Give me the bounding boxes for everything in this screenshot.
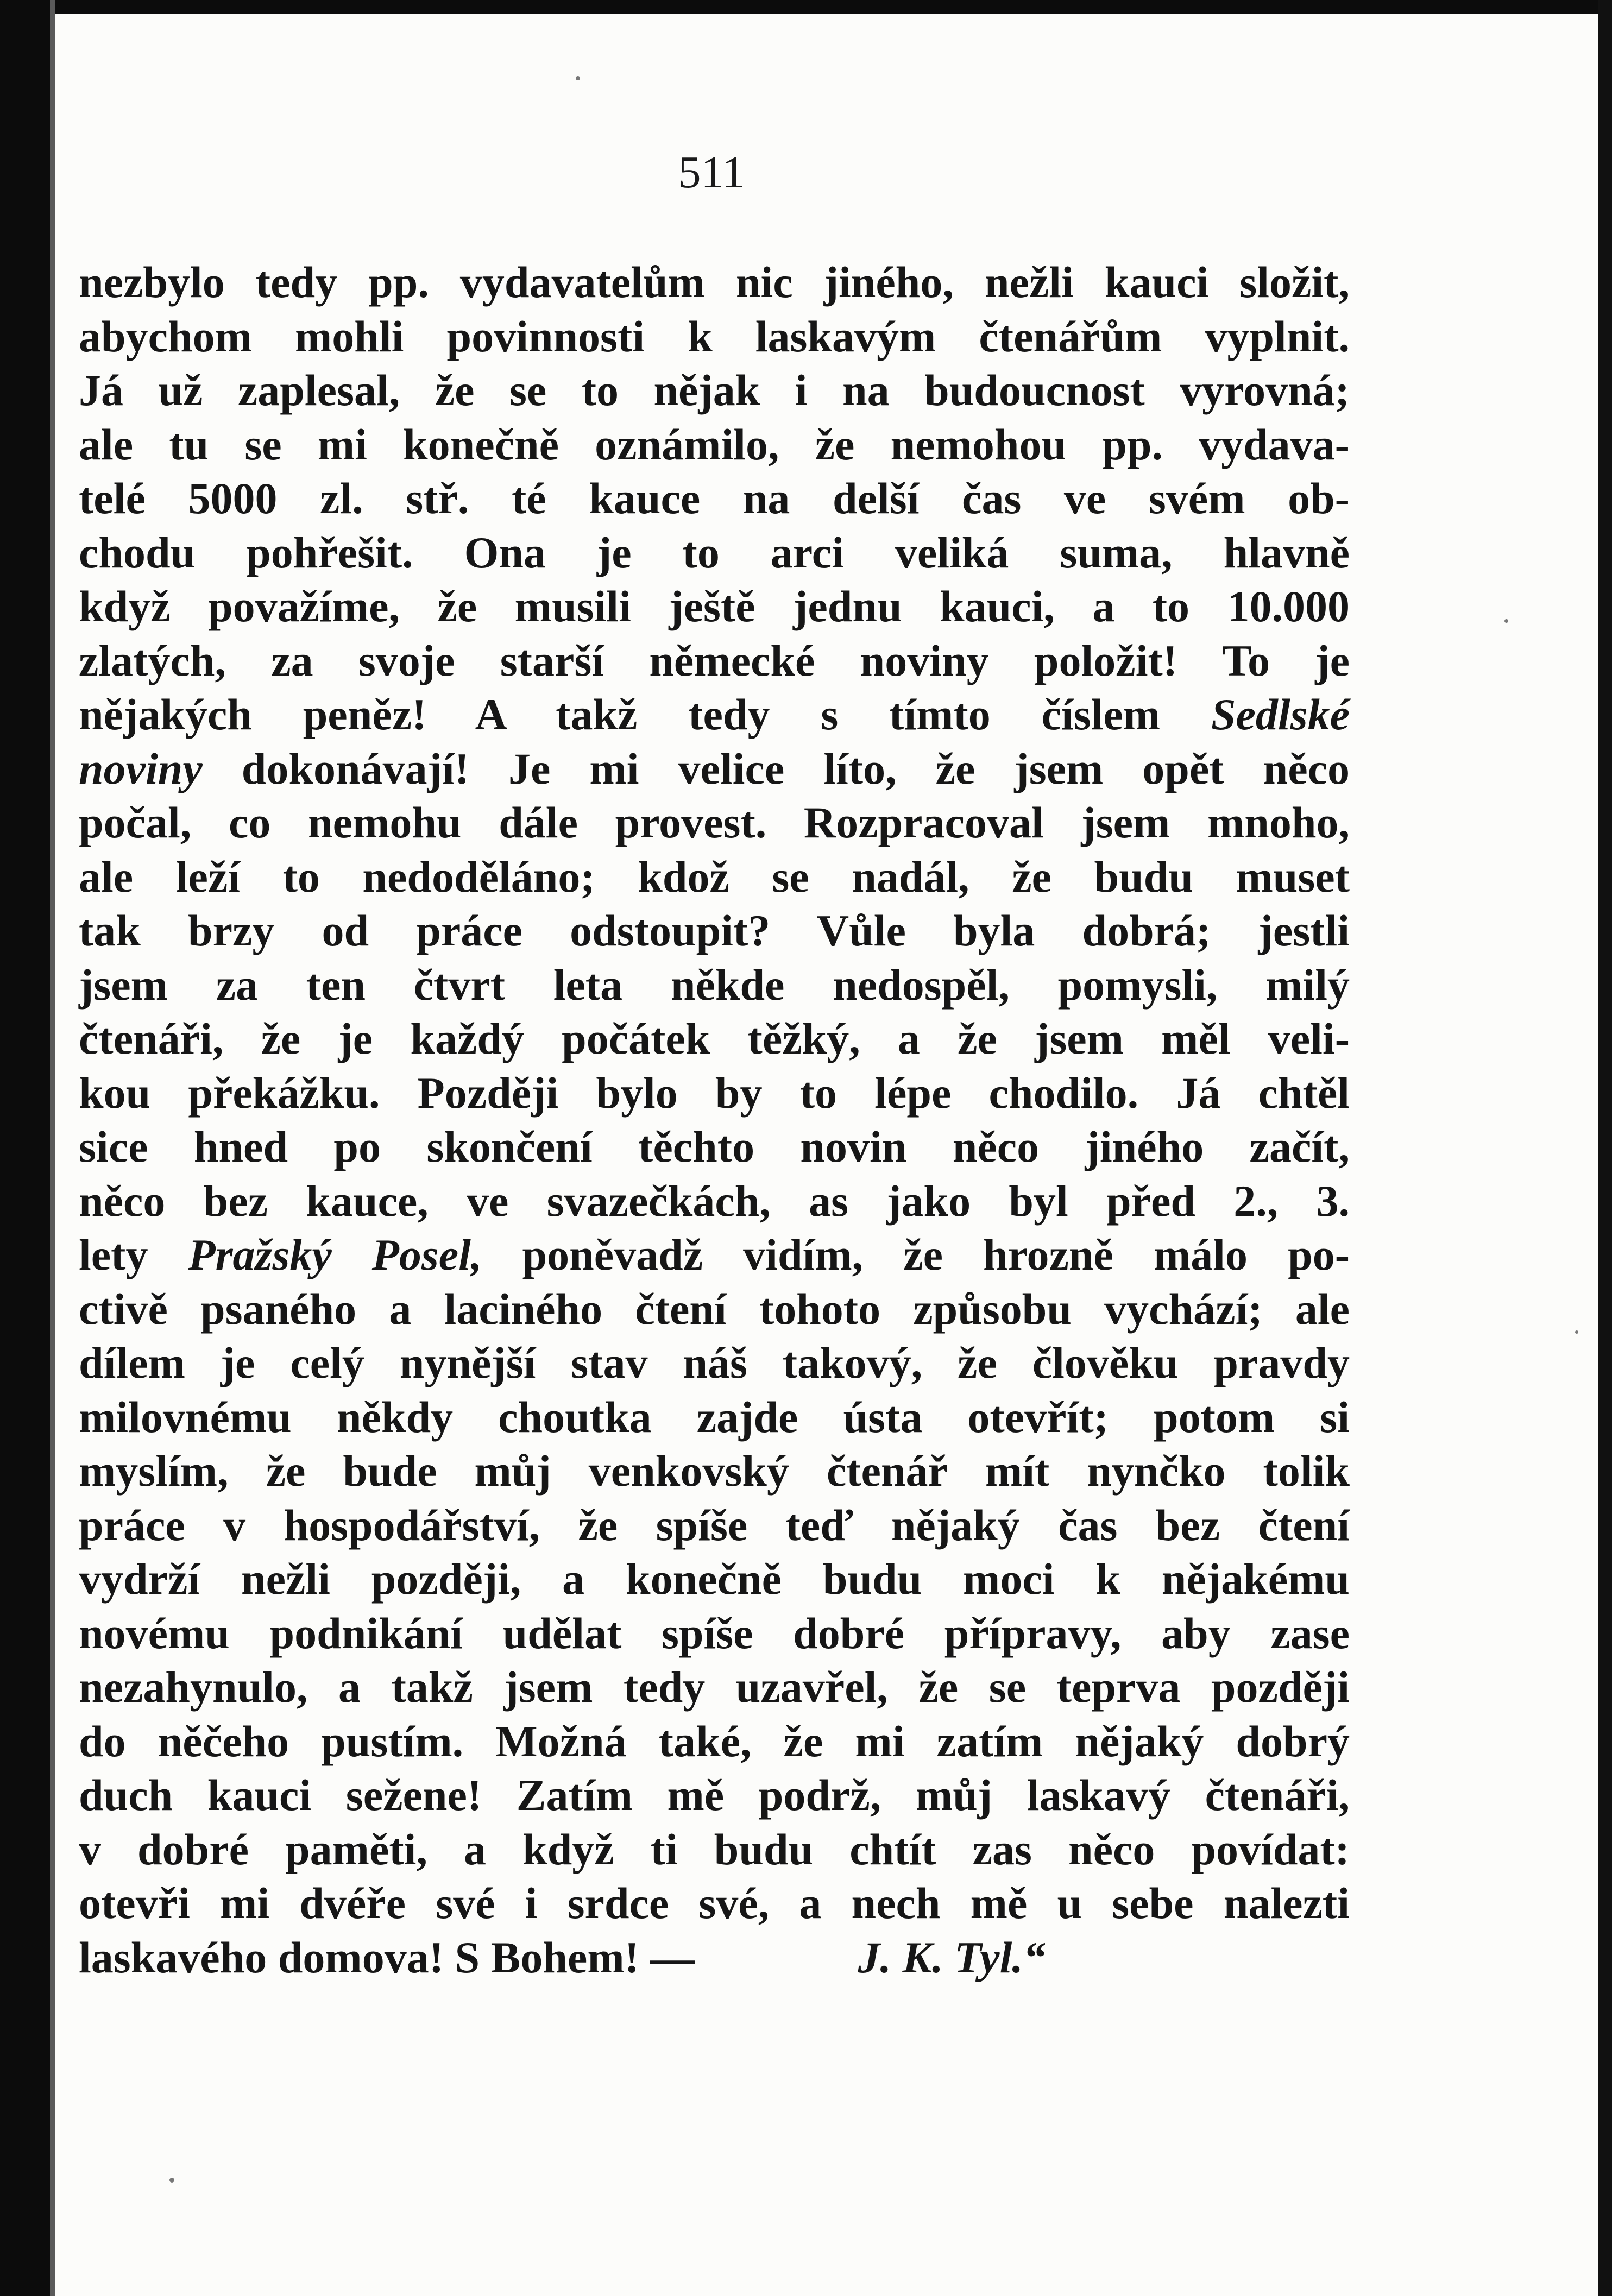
text-line: něco bez kauce, ve svazečkách, as jako byl před 2., 3. xyxy=(79,1176,1350,1226)
text-line: Já už zaplesal, že se to nějak i na budoucnost vyrovná; xyxy=(79,365,1350,415)
scan-border-left-shadow xyxy=(50,0,55,2296)
text-line: ale leží to nedoděláno; kdož se nadál, že budu muset xyxy=(79,851,1350,901)
text-line: telé 5000 zl. stř. té kauce na delší čas ve svém ob- xyxy=(79,474,1350,523)
text-line: kou překážku. Později bylo by to lépe chodilo. Já chtěl xyxy=(79,1068,1350,1118)
body-text xyxy=(79,255,1350,1984)
text-line: sice hned po skončení těchto novin něco jiného začít, xyxy=(79,1122,1350,1171)
text-line: duch kauci sežene! Zatím mě podrž, můj laskavý čtenáři, xyxy=(79,1770,1350,1820)
text-line: práce v hospodářství, že spíše teď nějaký čas bez čtení xyxy=(79,1500,1350,1550)
text-line: zlatých, za svoje starší německé noviny položit! To je xyxy=(79,635,1350,685)
text-line: vydrží nežli později, a konečně budu moci k nějakému xyxy=(79,1554,1350,1604)
text-line: čtenáři, že je každý počátek těžký, a že jsem měl veli- xyxy=(79,1014,1350,1063)
text-line: jsem za ten čtvrt leta někde nedospěl, pomysli, milý xyxy=(79,960,1350,1010)
author-signature: J. K. Tyl.“ xyxy=(858,1932,1046,1982)
text-line xyxy=(79,742,1350,796)
text-line: abychom mohli povinnosti k laskavým čtenářům vyplnit. xyxy=(79,311,1350,361)
text-line: myslím, že bude můj venkovský čtenář mít nynčko tolik xyxy=(79,1446,1350,1496)
text-line: ctivě psaného a laciného čtení tohoto způsobu vychází; ale xyxy=(79,1284,1350,1334)
text-run: lety xyxy=(79,1230,148,1279)
scan-border-right xyxy=(1598,0,1612,2296)
text-line xyxy=(79,1228,1350,1282)
text-line: ale tu se mi konečně oznámilo, že nemohou pp. vydava- xyxy=(79,419,1350,469)
text-line: chodu pohřešit. Ona je to arci veliká suma, hlavně xyxy=(79,527,1350,577)
scan-speck xyxy=(576,76,580,80)
text-line: do něčeho pustím. Možná také, že mi zatím nějaký dobrý xyxy=(79,1716,1350,1766)
text-line xyxy=(79,687,1350,742)
closing-line xyxy=(79,1931,1350,1985)
text-run: nějakých peněz! A takž tedy s tímto číslem xyxy=(79,690,1161,739)
text-line: v dobré paměti, a když ti budu chtít zas něco povídat: xyxy=(79,1824,1350,1874)
page-number: 511 xyxy=(678,147,745,198)
scan-speck xyxy=(1504,619,1508,623)
newspaper-title: Sedlské xyxy=(1211,690,1350,739)
text-line: když považíme, že musili ještě jednu kauci, a to 10.000 xyxy=(79,582,1350,631)
text-run: dokonávají! Je mi velice líto, že jsem opět něco xyxy=(241,743,1350,793)
scan-speck xyxy=(1575,1330,1578,1334)
text-line: otevři mi dvéře své i srdce své, a nech mě u sebe nalezti xyxy=(79,1878,1350,1928)
text-line: počal, co nemohu dále provest. Rozpracoval jsem mnoho, xyxy=(79,798,1350,847)
publication-title: Pražský Posel, xyxy=(188,1230,482,1279)
text-line: dílem je celý nynější stav náš takový, že člověku pravdy xyxy=(79,1338,1350,1387)
scan-border-top xyxy=(0,0,1612,14)
newspaper-title: noviny xyxy=(79,743,203,793)
closing-text: laskavého domova! S Bohem! — xyxy=(79,1932,695,1982)
scan-border-left xyxy=(0,0,50,2296)
text-line: tak brzy od práce odstoupit? Vůle byla dobrá; jestli xyxy=(79,906,1350,955)
text-line: milovnému někdy choutka zajde ústa otevřít; potom si xyxy=(79,1392,1350,1442)
text-run: poněvadž vidím, že hrozně málo po- xyxy=(522,1230,1350,1279)
text-line: novému podnikání udělat spíše dobré přípravy, aby zase xyxy=(79,1608,1350,1658)
text-line: nezahynulo, a takž jsem tedy uzavřel, že se teprva později xyxy=(79,1662,1350,1712)
text-line: nezbylo tedy pp. vydavatelům nic jiného, nežli kauci složit, xyxy=(79,257,1350,307)
scan-speck xyxy=(169,2178,174,2183)
